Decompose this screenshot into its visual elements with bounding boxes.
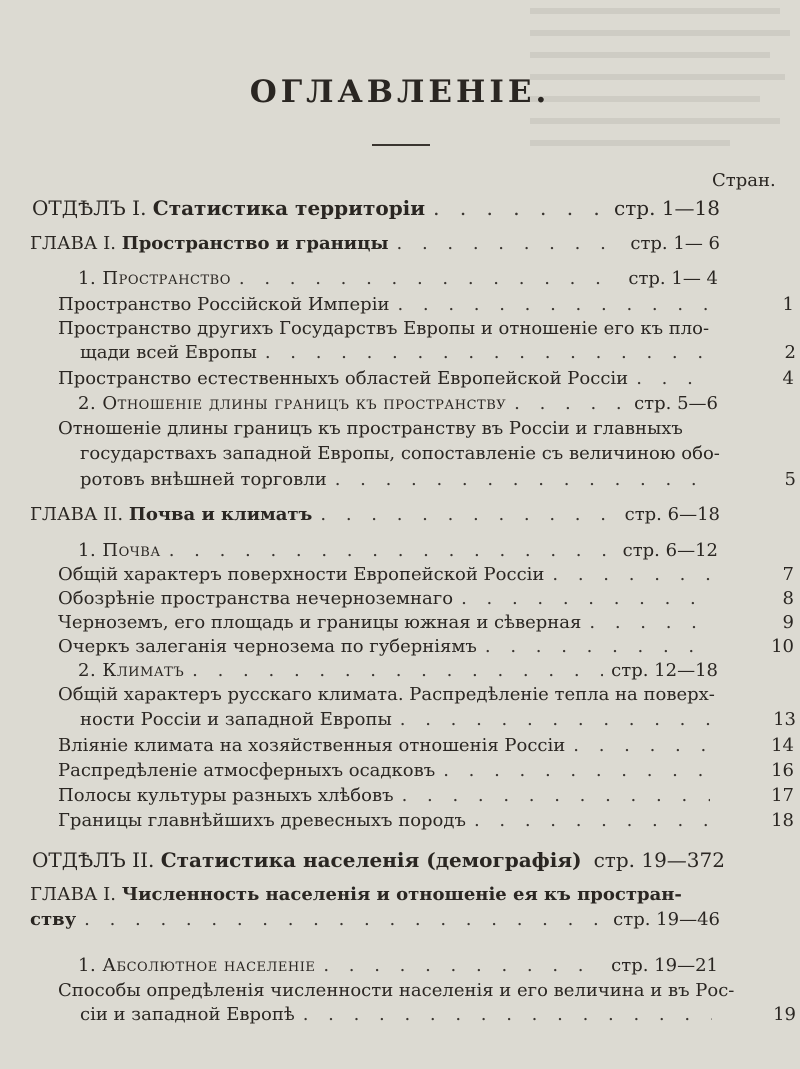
title-rule (372, 144, 430, 146)
leader-dots (169, 540, 615, 561)
subsection-title: 1. Абсолютное населеніе (78, 955, 316, 976)
entry-title: Очеркъ залеганія чернозема по губерніямъ (58, 636, 477, 657)
page-range: стр. 19—46 (613, 909, 720, 930)
page-number: 19 (773, 1004, 796, 1025)
leader-dots (552, 564, 710, 585)
toc-entry[interactable] (58, 785, 794, 811)
leader-dots (335, 469, 712, 490)
page-number: 5 (784, 469, 796, 490)
subsection-title: 1. Почва (78, 540, 161, 561)
entry-title: Полосы культуры разныхъ хлѣбовъ (58, 785, 394, 806)
chapter-name: ству (30, 909, 77, 930)
chapter-number: ГЛАВА II. (30, 504, 129, 525)
subsection-title: 1. Пространство (78, 268, 231, 289)
leader-dots (265, 342, 712, 363)
toc-entry-continuation[interactable] (80, 342, 796, 368)
toc-entry-continuation[interactable] (80, 1004, 796, 1030)
toc-entry[interactable] (58, 564, 794, 590)
toc-entry[interactable] (58, 294, 794, 320)
toc-entry[interactable] (58, 760, 794, 786)
page-range: стр. 5—6 (634, 393, 718, 414)
toc-chapter-1[interactable] (30, 233, 720, 259)
leader-dots (303, 1004, 712, 1025)
leader-dots (589, 612, 710, 633)
page-range: стр. 12—18 (611, 660, 718, 681)
section-name: Статистика территоріи (152, 196, 426, 220)
section-number: ОТДѢЛЪ I. (32, 196, 153, 220)
subsection-title: 2. Отношеніе длины границъ къ пространству (78, 393, 507, 414)
section-number: ОТДѢЛЪ II. (32, 848, 161, 872)
leader-dots (397, 233, 623, 254)
toc-entry-continuation[interactable] (80, 469, 796, 495)
page-number: 7 (782, 564, 794, 585)
chapter-number: ГЛАВА I. (30, 884, 122, 905)
page-range: стр. 19—21 (611, 955, 718, 976)
page-number: 2 (784, 342, 796, 363)
entry-title: Распредѣленіе атмосферныхъ осадковъ (58, 760, 436, 781)
page-number: 9 (782, 612, 794, 633)
page-range: стр. 1—18 (614, 196, 720, 220)
toc-section-1[interactable] (32, 196, 720, 222)
chapter-name: Численность населенія и отношеніе ея къ простран- (121, 884, 682, 905)
toc-entry[interactable] (58, 588, 794, 614)
page-range: стр. 19—372 (593, 848, 725, 872)
page-number: 13 (773, 709, 796, 730)
toc-entry[interactable] (58, 612, 794, 638)
entry-title: Обозрѣніе пространства нечерноземнаго (58, 588, 454, 609)
toc-entry[interactable] (58, 810, 794, 836)
page-range: стр. 6—12 (622, 540, 718, 561)
page-column-header: Стран. (712, 170, 776, 191)
page-range: стр. 1— 6 (630, 233, 720, 254)
toc-entry[interactable] (58, 735, 794, 761)
leader-dots (397, 294, 710, 315)
entry-title: Общій характеръ русскаго климата. Распредѣленіе тепла на поверх- (58, 684, 715, 705)
page-title: ОГЛАВЛЕНІЕ. (249, 74, 551, 110)
leader-dots (461, 588, 710, 609)
entry-title: Общій характеръ поверхности Европейской Россіи (58, 564, 545, 585)
toc-entry[interactable] (58, 418, 770, 444)
toc-entry[interactable] (58, 684, 770, 710)
page-number: 4 (782, 368, 794, 389)
leader-dots (84, 909, 605, 930)
entry-title: Пространство другихъ Государствъ Европы и отношеніе его къ пло- (58, 318, 710, 339)
entry-title: Пространство Россійской Имперіи (58, 294, 390, 315)
toc-subsection[interactable] (78, 393, 718, 419)
leader-dots (433, 196, 606, 220)
entry-title: Границы главнѣйшихъ древесныхъ породъ (58, 810, 466, 831)
toc-entry[interactable] (58, 318, 770, 344)
page-number: 14 (771, 735, 794, 756)
chapter-name: Пространство и границы (121, 233, 389, 254)
entry-title: Отношеніе длины границъ къ пространству въ Россіи и главныхъ (58, 418, 683, 439)
toc-chapter-3-continuation[interactable] (30, 909, 720, 935)
toc-entry[interactable] (58, 980, 770, 1006)
entry-title: Вліяніе климата на хозяйственныя отношенія Россіи (58, 735, 566, 756)
chapter-name: Почва и климатъ (128, 504, 313, 525)
page-number: 1 (782, 294, 794, 315)
page-range: стр. 6—18 (624, 504, 720, 525)
entry-title: щади всей Европы (80, 342, 257, 363)
leader-dots (239, 268, 620, 289)
section-name: Статистика населенія (демографія) (160, 848, 582, 872)
leader-dots (402, 785, 710, 806)
leader-dots (323, 955, 603, 976)
toc-entry[interactable] (58, 368, 794, 394)
entry-title: Способы опредѣленія численности населенія и его величина и въ Рос- (58, 980, 735, 1001)
entry-title: ности Россіи и западной Европы (80, 709, 392, 730)
leader-dots (573, 735, 710, 756)
entry-title: государствахъ западной Европы, сопоставленіе съ величиною обо- (80, 443, 720, 464)
page-number: 16 (771, 760, 794, 781)
leader-dots (192, 660, 603, 681)
toc-subsection[interactable] (78, 268, 718, 294)
toc-entry-continuation[interactable] (80, 709, 796, 735)
leader-dots (320, 504, 616, 525)
leader-dots (514, 393, 626, 414)
leader-dots (400, 709, 712, 730)
leader-dots (443, 760, 710, 781)
leader-dots (485, 636, 710, 657)
leader-dots (636, 368, 710, 389)
toc-entry-continuation (80, 443, 720, 469)
toc-section-2[interactable] (32, 848, 725, 874)
page-number: 17 (771, 785, 794, 806)
entry-title: Черноземъ, его площадь и границы южная и сѣверная (58, 612, 582, 633)
toc-chapter-2[interactable] (30, 504, 720, 530)
leader-dots (474, 810, 710, 831)
toc-chapter-3[interactable] (30, 884, 742, 910)
toc-entry[interactable] (58, 636, 794, 662)
toc-subsection[interactable] (78, 660, 718, 686)
chapter-number: ГЛАВА I. (30, 233, 122, 254)
entry-title: ротовъ внѣшней торговли (80, 469, 327, 490)
page-number: 18 (771, 810, 794, 831)
page-range: стр. 1— 4 (628, 268, 718, 289)
page-number: 8 (782, 588, 794, 609)
entry-title: сіи и западной Европѣ (80, 1004, 295, 1025)
page-number: 10 (771, 636, 794, 657)
toc-subsection[interactable] (78, 540, 718, 566)
entry-title: Пространство естественныхъ областей Европейской Россіи (58, 368, 629, 389)
subsection-title: 2. Климатъ (78, 660, 185, 681)
toc-subsection[interactable] (78, 955, 718, 981)
